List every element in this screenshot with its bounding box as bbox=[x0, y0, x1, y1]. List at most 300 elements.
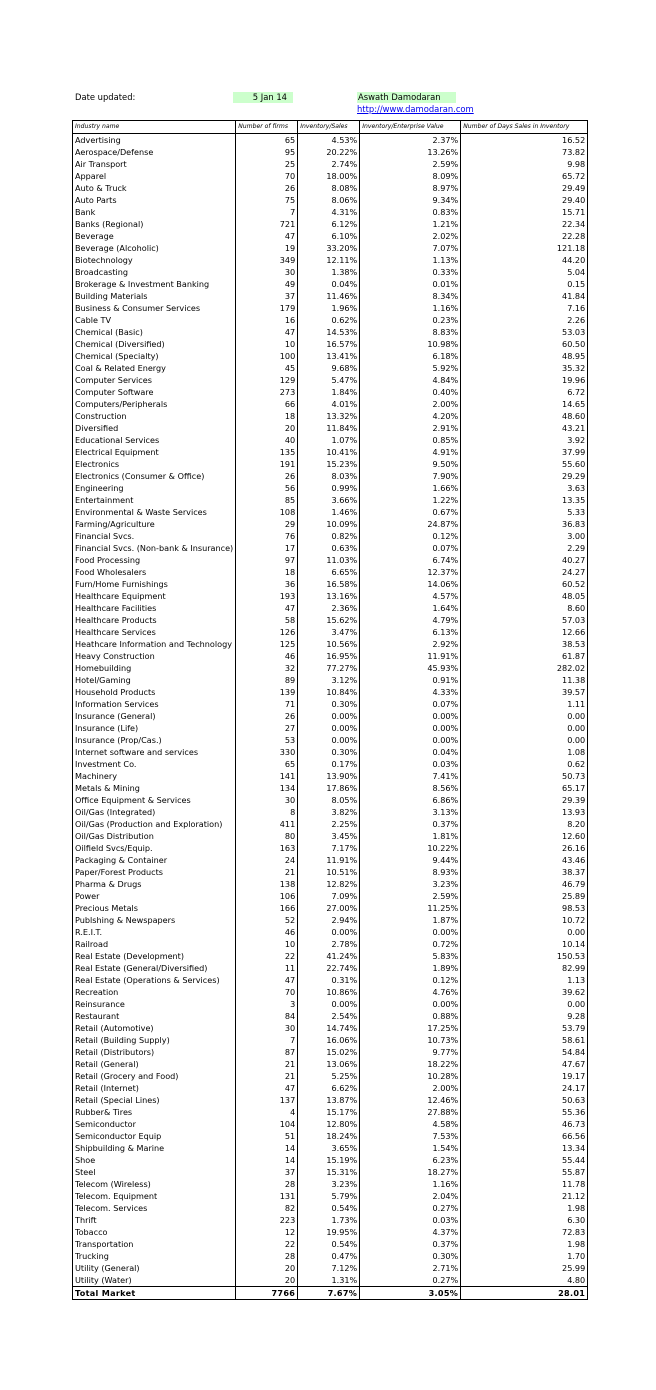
table-row bbox=[73, 170, 588, 182]
industry-name-cell: Retail (Internet) bbox=[73, 1082, 236, 1094]
industry-name-cell: Insurance (Prop/Cas.) bbox=[73, 734, 236, 746]
number-of-firms-cell: 46 bbox=[236, 926, 298, 938]
table-row bbox=[73, 1238, 588, 1250]
inventory-sales-cell: 0.00% bbox=[298, 722, 360, 734]
inventory-sales-cell: 7.09% bbox=[298, 890, 360, 902]
industry-name-cell: Insurance (Life) bbox=[73, 722, 236, 734]
number-of-firms-cell: 85 bbox=[236, 494, 298, 506]
inventory-ev-cell: 0.40% bbox=[360, 386, 461, 398]
inventory-sales-cell: 15.17% bbox=[298, 1106, 360, 1118]
days-inventory-cell: 39.62 bbox=[461, 986, 588, 998]
inventory-sales-cell: 1.38% bbox=[298, 266, 360, 278]
table-row bbox=[73, 374, 588, 386]
table-row bbox=[73, 650, 588, 662]
inventory-ev-cell: 0.91% bbox=[360, 674, 461, 686]
number-of-firms-cell: 3 bbox=[236, 998, 298, 1010]
table-row bbox=[73, 530, 588, 542]
inventory-ev-cell: 1.21% bbox=[360, 218, 461, 230]
table-row bbox=[73, 434, 588, 446]
table-row bbox=[73, 1082, 588, 1094]
inventory-ev-cell: 6.86% bbox=[360, 794, 461, 806]
number-of-firms-cell: 65 bbox=[236, 134, 298, 147]
industry-name-cell: Homebuilding bbox=[73, 662, 236, 674]
days-inventory-cell: 1.11 bbox=[461, 698, 588, 710]
industry-name-cell: Healthcare Facilities bbox=[73, 602, 236, 614]
number-of-firms-cell: 134 bbox=[236, 782, 298, 794]
inventory-sales-cell: 33.20% bbox=[298, 242, 360, 254]
inventory-ev-cell: 18.22% bbox=[360, 1058, 461, 1070]
table-row bbox=[73, 158, 588, 170]
industry-name-cell: Metals & Mining bbox=[73, 782, 236, 794]
days-inventory-cell: 25.99 bbox=[461, 1262, 588, 1274]
inventory-sales-cell: 2.78% bbox=[298, 938, 360, 950]
inventory-sales-cell: 14.53% bbox=[298, 326, 360, 338]
number-of-firms-cell: 349 bbox=[236, 254, 298, 266]
inventory-sales-cell: 0.30% bbox=[298, 698, 360, 710]
inventory-ev-cell: 1.87% bbox=[360, 914, 461, 926]
number-of-firms-cell: 137 bbox=[236, 1094, 298, 1106]
inventory-ev-cell: 6.74% bbox=[360, 554, 461, 566]
industry-name-cell: Retail (Special Lines) bbox=[73, 1094, 236, 1106]
industry-name-cell: Healthcare Products bbox=[73, 614, 236, 626]
inventory-sales-cell: 17.86% bbox=[298, 782, 360, 794]
table-row bbox=[73, 614, 588, 626]
inventory-sales-cell: 20.22% bbox=[298, 146, 360, 158]
days-inventory-cell: 43.46 bbox=[461, 854, 588, 866]
number-of-firms-cell: 330 bbox=[236, 746, 298, 758]
number-of-firms-cell: 163 bbox=[236, 842, 298, 854]
days-inventory-cell: 38.53 bbox=[461, 638, 588, 650]
inventory-ev-cell: 11.91% bbox=[360, 650, 461, 662]
inventory-sales-cell: 7.12% bbox=[298, 1262, 360, 1274]
inventory-ev-cell: 8.93% bbox=[360, 866, 461, 878]
inventory-ev-cell: 2.00% bbox=[360, 1082, 461, 1094]
number-of-firms-cell: 125 bbox=[236, 638, 298, 650]
days-inventory-cell: 6.72 bbox=[461, 386, 588, 398]
table-row bbox=[73, 242, 588, 254]
inventory-sales-cell: 8.08% bbox=[298, 182, 360, 194]
table-row bbox=[73, 974, 588, 986]
days-inventory-cell: 5.04 bbox=[461, 266, 588, 278]
inventory-ev-cell: 18.27% bbox=[360, 1166, 461, 1178]
table-row bbox=[73, 914, 588, 926]
inventory-ev-cell: 11.25% bbox=[360, 902, 461, 914]
table-row bbox=[73, 326, 588, 338]
days-inventory-cell: 1.98 bbox=[461, 1202, 588, 1214]
table-row bbox=[73, 674, 588, 686]
number-of-firms-cell: 18 bbox=[236, 410, 298, 422]
days-inventory-cell: 39.57 bbox=[461, 686, 588, 698]
industry-name-cell: Computer Services bbox=[73, 374, 236, 386]
number-of-firms-cell: 95 bbox=[236, 146, 298, 158]
number-of-firms-cell: 20 bbox=[236, 1262, 298, 1274]
inventory-ev-cell: 5.83% bbox=[360, 950, 461, 962]
number-of-firms-cell: 26 bbox=[236, 182, 298, 194]
author-website-link[interactable]: http://www.damodaran.com bbox=[357, 104, 474, 114]
days-inventory-cell: 35.32 bbox=[461, 362, 588, 374]
industry-name-cell: Steel bbox=[73, 1166, 236, 1178]
table-row bbox=[73, 518, 588, 530]
inventory-ev-cell: 0.00% bbox=[360, 722, 461, 734]
inventory-sales-cell: 0.99% bbox=[298, 482, 360, 494]
industry-name-cell: Construction bbox=[73, 410, 236, 422]
inventory-sales-cell: 10.41% bbox=[298, 446, 360, 458]
inventory-ev-cell: 2.00% bbox=[360, 398, 461, 410]
number-of-firms-cell: 721 bbox=[236, 218, 298, 230]
number-of-firms-cell: 28 bbox=[236, 1178, 298, 1190]
inventory-ev-cell: 0.30% bbox=[360, 1250, 461, 1262]
days-inventory-cell: 10.14 bbox=[461, 938, 588, 950]
number-of-firms-cell: 56 bbox=[236, 482, 298, 494]
days-inventory-cell: 53.79 bbox=[461, 1022, 588, 1034]
table-row bbox=[73, 662, 588, 674]
inventory-sales-cell: 0.00% bbox=[298, 710, 360, 722]
inventory-sales-cell: 0.30% bbox=[298, 746, 360, 758]
table-row bbox=[73, 626, 588, 638]
industry-name-cell: Oil/Gas (Production and Exploration) bbox=[73, 818, 236, 830]
table-row bbox=[73, 386, 588, 398]
column-header-inventory-ev: Inventory/Enterprise Value bbox=[360, 121, 461, 134]
table-row bbox=[73, 1214, 588, 1226]
inventory-sales-cell: 10.51% bbox=[298, 866, 360, 878]
table-row bbox=[73, 938, 588, 950]
inventory-sales-cell: 12.11% bbox=[298, 254, 360, 266]
table-row bbox=[73, 770, 588, 782]
industry-name-cell: Chemical (Specialty) bbox=[73, 350, 236, 362]
table-row bbox=[73, 1190, 588, 1202]
inventory-ev-cell: 0.23% bbox=[360, 314, 461, 326]
days-inventory-cell: 54.84 bbox=[461, 1046, 588, 1058]
inventory-ev-cell: 1.89% bbox=[360, 962, 461, 974]
inventory-sales-cell: 11.84% bbox=[298, 422, 360, 434]
inventory-sales-cell: 5.79% bbox=[298, 1190, 360, 1202]
number-of-firms-cell: 27 bbox=[236, 722, 298, 734]
number-of-firms-cell: 71 bbox=[236, 698, 298, 710]
industry-name-cell: Apparel bbox=[73, 170, 236, 182]
table-row bbox=[73, 554, 588, 566]
table-row bbox=[73, 866, 588, 878]
total-label: Total Market bbox=[73, 1287, 236, 1300]
industry-name-cell: Heavy Construction bbox=[73, 650, 236, 662]
inventory-ev-cell: 4.37% bbox=[360, 1226, 461, 1238]
days-inventory-cell: 72.83 bbox=[461, 1226, 588, 1238]
inventory-ev-cell: 27.88% bbox=[360, 1106, 461, 1118]
days-inventory-cell: 46.79 bbox=[461, 878, 588, 890]
table-row bbox=[73, 338, 588, 350]
industry-name-cell: Pharma & Drugs bbox=[73, 878, 236, 890]
number-of-firms-cell: 273 bbox=[236, 386, 298, 398]
industry-name-cell: Railroad bbox=[73, 938, 236, 950]
number-of-firms-cell: 223 bbox=[236, 1214, 298, 1226]
table-row bbox=[73, 1106, 588, 1118]
inventory-sales-cell: 9.68% bbox=[298, 362, 360, 374]
inventory-sales-cell: 15.19% bbox=[298, 1154, 360, 1166]
inventory-ev-cell: 8.34% bbox=[360, 290, 461, 302]
inventory-ev-cell: 0.72% bbox=[360, 938, 461, 950]
industry-name-cell: Semiconductor Equip bbox=[73, 1130, 236, 1142]
industry-name-cell: Power bbox=[73, 890, 236, 902]
table-row bbox=[73, 422, 588, 434]
days-inventory-cell: 8.20 bbox=[461, 818, 588, 830]
inventory-ev-cell: 6.23% bbox=[360, 1154, 461, 1166]
inventory-sales-cell: 0.47% bbox=[298, 1250, 360, 1262]
table-row bbox=[73, 266, 588, 278]
inventory-ev-cell: 10.28% bbox=[360, 1070, 461, 1082]
inventory-sales-cell: 0.54% bbox=[298, 1238, 360, 1250]
inventory-sales-cell: 15.31% bbox=[298, 1166, 360, 1178]
industry-name-cell: Trucking bbox=[73, 1250, 236, 1262]
number-of-firms-cell: 16 bbox=[236, 314, 298, 326]
table-row bbox=[73, 578, 588, 590]
days-inventory-cell: 0.00 bbox=[461, 998, 588, 1010]
number-of-firms-cell: 138 bbox=[236, 878, 298, 890]
inventory-sales-cell: 11.46% bbox=[298, 290, 360, 302]
industry-name-cell: Shipbuilding & Marine bbox=[73, 1142, 236, 1154]
table-row bbox=[73, 926, 588, 938]
table-row bbox=[73, 566, 588, 578]
industry-name-cell: Utility (General) bbox=[73, 1262, 236, 1274]
inventory-sales-cell: 10.56% bbox=[298, 638, 360, 650]
inventory-sales-cell: 4.53% bbox=[298, 134, 360, 147]
number-of-firms-cell: 100 bbox=[236, 350, 298, 362]
inventory-ev-cell: 7.53% bbox=[360, 1130, 461, 1142]
industry-name-cell: Retail (General) bbox=[73, 1058, 236, 1070]
inventory-sales-cell: 11.03% bbox=[298, 554, 360, 566]
table-row bbox=[73, 482, 588, 494]
inventory-sales-cell: 2.54% bbox=[298, 1010, 360, 1022]
number-of-firms-cell: 8 bbox=[236, 806, 298, 818]
table-row bbox=[73, 998, 588, 1010]
number-of-firms-cell: 10 bbox=[236, 938, 298, 950]
industry-name-cell: Chemical (Basic) bbox=[73, 326, 236, 338]
days-inventory-cell: 55.36 bbox=[461, 1106, 588, 1118]
number-of-firms-cell: 37 bbox=[236, 1166, 298, 1178]
days-inventory-cell: 46.73 bbox=[461, 1118, 588, 1130]
table-row bbox=[73, 722, 588, 734]
days-inventory-cell: 36.83 bbox=[461, 518, 588, 530]
inventory-sales-cell: 13.16% bbox=[298, 590, 360, 602]
number-of-firms-cell: 30 bbox=[236, 1022, 298, 1034]
table-row bbox=[73, 890, 588, 902]
inventory-ev-cell: 6.13% bbox=[360, 626, 461, 638]
number-of-firms-cell: 82 bbox=[236, 1202, 298, 1214]
number-of-firms-cell: 108 bbox=[236, 506, 298, 518]
inventory-ev-cell: 1.64% bbox=[360, 602, 461, 614]
industry-name-cell: Advertising bbox=[73, 134, 236, 147]
days-inventory-cell: 1.08 bbox=[461, 746, 588, 758]
days-inventory-cell: 60.50 bbox=[461, 338, 588, 350]
inventory-ev-cell: 7.90% bbox=[360, 470, 461, 482]
days-inventory-cell: 282.02 bbox=[461, 662, 588, 674]
inventory-ev-cell: 4.20% bbox=[360, 410, 461, 422]
days-inventory-cell: 3.63 bbox=[461, 482, 588, 494]
inventory-sales-cell: 11.91% bbox=[298, 854, 360, 866]
table-row bbox=[73, 1142, 588, 1154]
days-inventory-cell: 4.80 bbox=[461, 1274, 588, 1287]
industry-name-cell: Telecom. Services bbox=[73, 1202, 236, 1214]
inventory-ev-cell: 10.22% bbox=[360, 842, 461, 854]
days-inventory-cell: 1.98 bbox=[461, 1238, 588, 1250]
number-of-firms-cell: 47 bbox=[236, 326, 298, 338]
inventory-ev-cell: 9.44% bbox=[360, 854, 461, 866]
inventory-sales-cell: 6.12% bbox=[298, 218, 360, 230]
table-row bbox=[73, 1058, 588, 1070]
number-of-firms-cell: 70 bbox=[236, 986, 298, 998]
inventory-sales-cell: 1.73% bbox=[298, 1214, 360, 1226]
table-row bbox=[73, 206, 588, 218]
days-inventory-cell: 60.52 bbox=[461, 578, 588, 590]
inventory-ev-cell: 1.16% bbox=[360, 1178, 461, 1190]
inventory-sales-cell: 0.04% bbox=[298, 278, 360, 290]
days-inventory-cell: 43.21 bbox=[461, 422, 588, 434]
days-inventory-cell: 47.67 bbox=[461, 1058, 588, 1070]
table-row bbox=[73, 1154, 588, 1166]
days-inventory-cell: 1.13 bbox=[461, 974, 588, 986]
industry-name-cell: Business & Consumer Services bbox=[73, 302, 236, 314]
industry-name-cell: Entertainment bbox=[73, 494, 236, 506]
inventory-ev-cell: 0.01% bbox=[360, 278, 461, 290]
number-of-firms-cell: 135 bbox=[236, 446, 298, 458]
inventory-ev-cell: 2.59% bbox=[360, 158, 461, 170]
inventory-ev-cell: 0.00% bbox=[360, 998, 461, 1010]
inventory-sales-cell: 8.05% bbox=[298, 794, 360, 806]
number-of-firms-cell: 10 bbox=[236, 338, 298, 350]
inventory-sales-cell: 5.47% bbox=[298, 374, 360, 386]
table-row bbox=[73, 302, 588, 314]
number-of-firms-cell: 21 bbox=[236, 1058, 298, 1070]
inventory-ev-cell: 8.56% bbox=[360, 782, 461, 794]
industry-name-cell: Retail (Distributors) bbox=[73, 1046, 236, 1058]
number-of-firms-cell: 26 bbox=[236, 710, 298, 722]
number-of-firms-cell: 46 bbox=[236, 650, 298, 662]
number-of-firms-cell: 47 bbox=[236, 602, 298, 614]
inventory-ev-cell: 0.04% bbox=[360, 746, 461, 758]
inventory-ev-cell: 0.37% bbox=[360, 1238, 461, 1250]
table-row bbox=[73, 782, 588, 794]
table-row bbox=[73, 758, 588, 770]
industry-name-cell: Cable TV bbox=[73, 314, 236, 326]
table-row bbox=[73, 830, 588, 842]
table-row bbox=[73, 710, 588, 722]
industry-name-cell: Insurance (General) bbox=[73, 710, 236, 722]
inventory-sales-cell: 10.86% bbox=[298, 986, 360, 998]
inventory-sales-cell: 3.23% bbox=[298, 1178, 360, 1190]
inventory-sales-cell: 15.23% bbox=[298, 458, 360, 470]
days-inventory-cell: 11.78 bbox=[461, 1178, 588, 1190]
inventory-ev-cell: 4.76% bbox=[360, 986, 461, 998]
inventory-ev-cell: 0.83% bbox=[360, 206, 461, 218]
industry-name-cell: Retail (Building Supply) bbox=[73, 1034, 236, 1046]
number-of-firms-cell: 20 bbox=[236, 422, 298, 434]
table-row bbox=[73, 638, 588, 650]
days-inventory-cell: 24.27 bbox=[461, 566, 588, 578]
inventory-sales-cell: 0.62% bbox=[298, 314, 360, 326]
number-of-firms-cell: 70 bbox=[236, 170, 298, 182]
days-inventory-cell: 0.15 bbox=[461, 278, 588, 290]
inventory-sales-cell: 16.58% bbox=[298, 578, 360, 590]
inventory-ev-cell: 4.33% bbox=[360, 686, 461, 698]
industry-name-cell: Healthcare Equipment bbox=[73, 590, 236, 602]
inventory-ev-cell: 17.25% bbox=[360, 1022, 461, 1034]
days-inventory-cell: 0.00 bbox=[461, 710, 588, 722]
days-inventory-cell: 38.37 bbox=[461, 866, 588, 878]
table-row bbox=[73, 1010, 588, 1022]
industry-name-cell: Oil/Gas (Integrated) bbox=[73, 806, 236, 818]
days-inventory-cell: 22.34 bbox=[461, 218, 588, 230]
inventory-sales-cell: 22.74% bbox=[298, 962, 360, 974]
inventory-sales-cell: 16.57% bbox=[298, 338, 360, 350]
industry-name-cell: Coal & Related Energy bbox=[73, 362, 236, 374]
inventory-ev-cell: 8.97% bbox=[360, 182, 461, 194]
days-inventory-cell: 7.16 bbox=[461, 302, 588, 314]
inventory-ev-cell: 8.83% bbox=[360, 326, 461, 338]
total-inventory-sales: 7.67% bbox=[298, 1287, 360, 1300]
industry-name-cell: Telecom (Wireless) bbox=[73, 1178, 236, 1190]
number-of-firms-cell: 7 bbox=[236, 206, 298, 218]
number-of-firms-cell: 20 bbox=[236, 1274, 298, 1287]
days-inventory-cell: 21.12 bbox=[461, 1190, 588, 1202]
industry-name-cell: Publshing & Newspapers bbox=[73, 914, 236, 926]
industry-name-cell: Utility (Water) bbox=[73, 1274, 236, 1287]
days-inventory-cell: 29.49 bbox=[461, 182, 588, 194]
inventory-sales-cell: 18.00% bbox=[298, 170, 360, 182]
days-inventory-cell: 26.16 bbox=[461, 842, 588, 854]
days-inventory-cell: 9.28 bbox=[461, 1010, 588, 1022]
industry-name-cell: Educational Services bbox=[73, 434, 236, 446]
industry-name-cell: Transportation bbox=[73, 1238, 236, 1250]
inventory-sales-cell: 6.10% bbox=[298, 230, 360, 242]
inventory-sales-cell: 1.96% bbox=[298, 302, 360, 314]
inventory-ev-cell: 13.26% bbox=[360, 146, 461, 158]
inventory-sales-cell: 10.09% bbox=[298, 518, 360, 530]
inventory-ev-cell: 0.03% bbox=[360, 1214, 461, 1226]
days-inventory-cell: 0.00 bbox=[461, 926, 588, 938]
days-inventory-cell: 37.99 bbox=[461, 446, 588, 458]
inventory-sales-cell: 0.54% bbox=[298, 1202, 360, 1214]
industry-name-cell: Information Services bbox=[73, 698, 236, 710]
inventory-ev-cell: 3.13% bbox=[360, 806, 461, 818]
days-inventory-cell: 0.00 bbox=[461, 722, 588, 734]
industry-name-cell: Packaging & Container bbox=[73, 854, 236, 866]
days-inventory-cell: 12.60 bbox=[461, 830, 588, 842]
days-inventory-cell: 29.39 bbox=[461, 794, 588, 806]
table-row bbox=[73, 1070, 588, 1082]
industry-name-cell: Bank bbox=[73, 206, 236, 218]
days-inventory-cell: 5.33 bbox=[461, 506, 588, 518]
total-days-inventory: 28.01 bbox=[461, 1287, 588, 1300]
days-inventory-cell: 48.95 bbox=[461, 350, 588, 362]
table-row bbox=[73, 506, 588, 518]
inventory-sales-cell: 2.94% bbox=[298, 914, 360, 926]
inventory-ev-cell: 2.71% bbox=[360, 1262, 461, 1274]
inventory-sales-cell: 3.12% bbox=[298, 674, 360, 686]
inventory-sales-cell: 19.95% bbox=[298, 1226, 360, 1238]
inventory-sales-cell: 3.82% bbox=[298, 806, 360, 818]
inventory-sales-cell: 4.01% bbox=[298, 398, 360, 410]
inventory-ev-cell: 10.73% bbox=[360, 1034, 461, 1046]
table-row bbox=[73, 854, 588, 866]
number-of-firms-cell: 19 bbox=[236, 242, 298, 254]
industry-name-cell: Chemical (Diversified) bbox=[73, 338, 236, 350]
table-row bbox=[73, 1166, 588, 1178]
industry-name-cell: Auto Parts bbox=[73, 194, 236, 206]
days-inventory-cell: 16.52 bbox=[461, 134, 588, 147]
inventory-ev-cell: 0.00% bbox=[360, 710, 461, 722]
inventory-ev-cell: 0.67% bbox=[360, 506, 461, 518]
table-row bbox=[73, 1034, 588, 1046]
date-updated-label: Date updated: bbox=[75, 92, 136, 102]
number-of-firms-cell: 191 bbox=[236, 458, 298, 470]
